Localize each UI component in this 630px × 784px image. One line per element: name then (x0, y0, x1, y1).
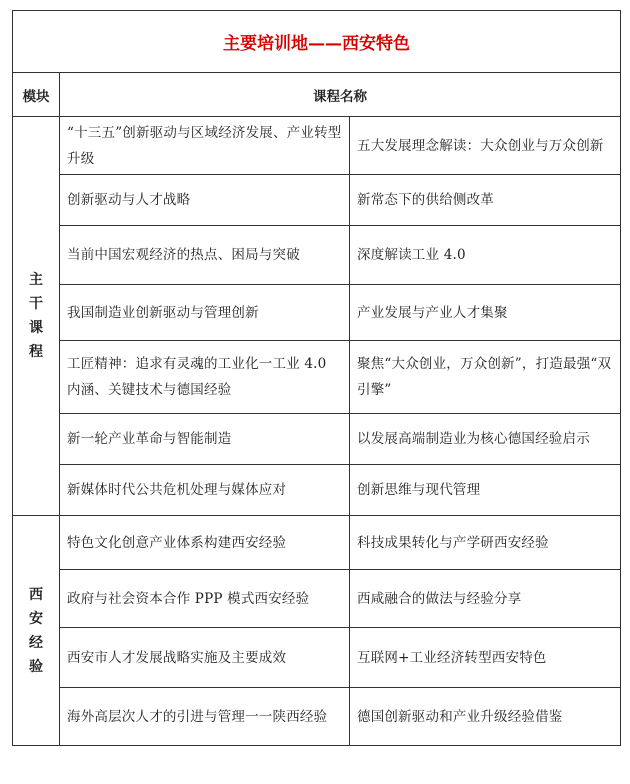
module-char: 干 (29, 296, 43, 312)
table-row (13, 516, 621, 570)
module-char: 程 (29, 344, 43, 360)
module-char: 安 (29, 610, 43, 627)
table-row (13, 570, 621, 628)
title-row (13, 11, 621, 73)
course-cell: 五大发展理念解读：大众创业与万众创新 (350, 117, 621, 175)
table-row (13, 175, 621, 226)
module-char: 主 (29, 272, 43, 288)
table-row (13, 628, 621, 688)
course-cell: 创新思维与现代管理 (350, 465, 621, 516)
course-cell: 互联网+工业经济转型西安特色 (350, 628, 621, 688)
course-cell: 德国创新驱动和产业升级经验借鉴 (350, 688, 621, 746)
module-char: 课 (29, 320, 43, 336)
module-header: 模块 (13, 73, 60, 117)
table-title: 主要培训地——西安特色 (13, 11, 621, 73)
module-label (13, 117, 60, 516)
course-table (12, 10, 621, 746)
course-cell: 深度解读工业 4.0 (350, 226, 621, 285)
module-char: 西 (29, 586, 43, 603)
header-row (13, 73, 621, 117)
course-cell: 科技成果转化与产学研西安经验 (350, 516, 621, 570)
table-row (13, 414, 621, 465)
table-row (13, 226, 621, 285)
table-row (13, 285, 621, 341)
course-cell: 当前中国宏观经济的热点、困局与突破 (60, 226, 350, 285)
course-cell: 创新驱动与人才战略 (60, 175, 350, 226)
course-cell: 产业发展与产业人才集聚 (350, 285, 621, 341)
course-cell: 以发展高端制造业为核心德国经验启示 (350, 414, 621, 465)
course-cell: 新一轮产业革命与智能制造 (60, 414, 350, 465)
course-cell: 特色文化创意产业体系构建西安经验 (60, 516, 350, 570)
course-cell: 海外高层次人才的引进与管理一一陕西经验 (60, 688, 350, 746)
course-cell: 西安市人才发展战略实施及主要成效 (60, 628, 350, 688)
table-row (13, 117, 621, 175)
table-row (13, 688, 621, 746)
table-row (13, 341, 621, 414)
table-row (13, 465, 621, 516)
module-char: 验 (29, 658, 43, 675)
course-cell: “十三五”创新驱动与区域经济发展、产业转型升级 (60, 117, 350, 175)
course-cell: 新常态下的供给侧改革 (350, 175, 621, 226)
course-cell: 我国制造业创新驱动与管理创新 (60, 285, 350, 341)
course-cell: 工匠精神：追求有灵魂的工业化一工业 4.0 内涵、关键技术与德国经验 (60, 341, 350, 414)
course-cell: 聚焦“大众创业，万众创新”，打造最强“双引擎” (350, 341, 621, 414)
course-cell: 政府与社会资本合作 PPP 模式西安经验 (60, 570, 350, 628)
module-label (13, 516, 60, 746)
course-cell: 新媒体时代公共危机处理与媒体应对 (60, 465, 350, 516)
course-cell: 西咸融合的做法与经验分享 (350, 570, 621, 628)
module-char: 经 (29, 634, 43, 651)
course-name-header: 课程名称 (60, 73, 621, 117)
